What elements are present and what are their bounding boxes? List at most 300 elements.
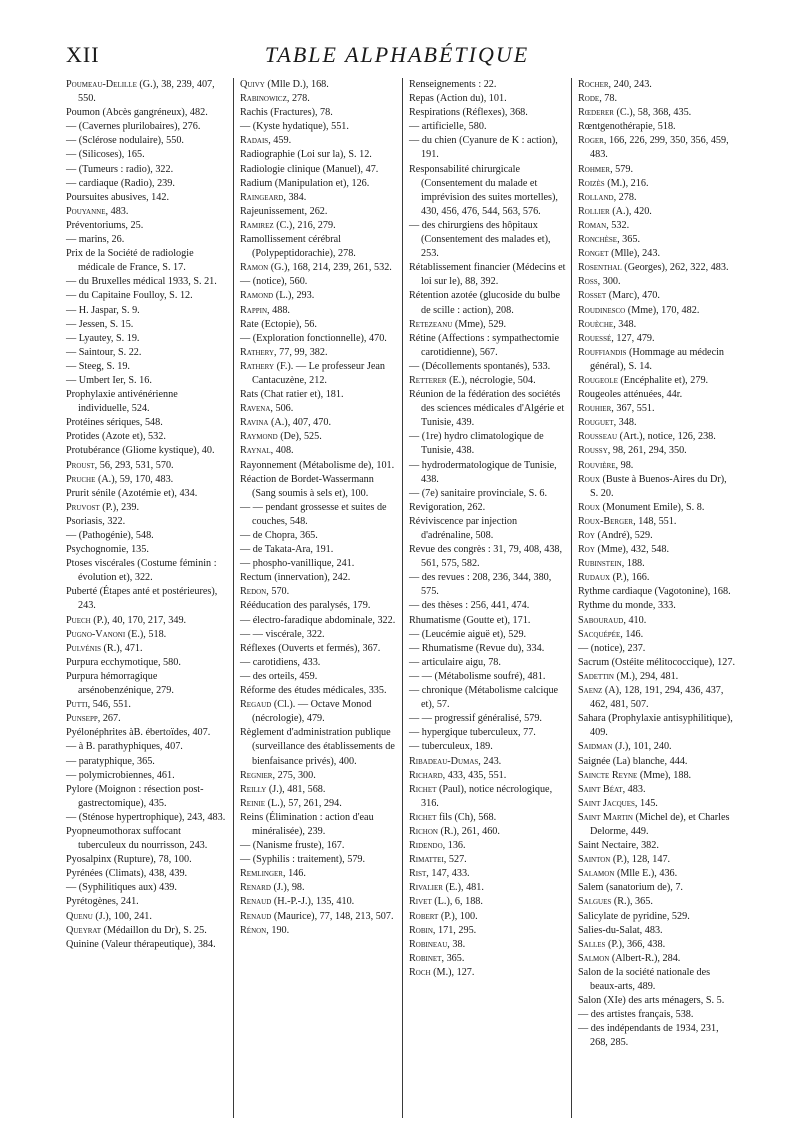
entry-text: — chronique (Métabolisme calcique et), 57. xyxy=(409,685,559,711)
index-entry xyxy=(66,233,230,247)
index-entry xyxy=(578,529,737,543)
index-entry xyxy=(578,783,737,797)
entry-text: Rétine (Affections : sympathectomie carotidienne), 567. xyxy=(409,332,560,358)
index-entry xyxy=(578,78,737,92)
entry-name: Reinie xyxy=(240,797,266,809)
index-entry xyxy=(578,811,737,839)
index-entry xyxy=(240,571,399,585)
entry-text: Rats (Chat ratier et), 181. xyxy=(240,389,344,401)
entry-text: — carotidiens, 433. xyxy=(240,656,321,668)
entry-text: — de Chopra, 365. xyxy=(240,530,318,541)
entry-text: (Paul), notice nécrologique, 316. xyxy=(421,783,553,809)
entry-text: , 408. xyxy=(270,445,294,457)
entry-text: Salon (XIe) des arts ménagers, S. 5. xyxy=(578,995,725,1007)
entry-name: Ross xyxy=(578,276,598,288)
entry-name: Pugno-Vanoni xyxy=(66,628,126,640)
index-entry xyxy=(409,769,568,783)
index-entry xyxy=(66,487,230,501)
entry-name: Salgues xyxy=(578,896,612,908)
entry-text: , 433, 435, 551. xyxy=(442,769,507,781)
index-entry xyxy=(66,529,230,543)
index-entry xyxy=(240,261,399,275)
entry-name: Robinet xyxy=(409,952,442,964)
entry-name: Renaud xyxy=(240,910,272,922)
index-entry xyxy=(578,261,737,275)
entry-name: Rohmer xyxy=(578,163,611,175)
index-entry xyxy=(578,1008,737,1022)
entry-text: (H.-P.-J.), 135, 410. xyxy=(271,896,355,908)
index-entry xyxy=(66,910,230,924)
index-entry xyxy=(240,867,399,881)
entry-text: (Maurice), 77, 148, 213, 507. xyxy=(271,910,394,922)
entry-text: (André), 529. xyxy=(594,530,653,541)
index-entry xyxy=(240,910,399,924)
entry-text: — (Syphilis : traitement), 579. xyxy=(240,854,366,866)
entry-text: , 38. xyxy=(447,938,466,950)
index-entry xyxy=(578,444,737,458)
entry-name: Roux-Berger xyxy=(578,515,634,527)
entry-text: , 188. xyxy=(621,558,645,570)
entry-text: Pyosalpinx (Rupture), 78, 100. xyxy=(66,854,192,866)
entry-name: Rabinowicz xyxy=(240,93,287,105)
entry-name: Retterer xyxy=(409,374,447,386)
index-entry xyxy=(66,867,230,881)
entry-text: — du chien (Cyanure de K : action), 191. xyxy=(409,135,558,161)
index-entry xyxy=(66,374,230,388)
entry-text: Protides (Azote et), 532. xyxy=(66,431,166,443)
entry-text: Puberté (Étapes anté et postérieures), 243. xyxy=(66,586,218,612)
entry-text: Règlement d'administration publique (surveillance des établissements de bienfaisance privés), 400. xyxy=(240,727,395,767)
index-entry xyxy=(409,740,568,754)
entry-name: Saidman xyxy=(578,741,613,753)
index-entry xyxy=(409,684,568,712)
index-entry xyxy=(578,684,737,712)
entry-text: Réviviscence par injection d'adrénaline, 508. xyxy=(409,515,518,541)
index-entry xyxy=(240,853,399,867)
entry-text: (A.), 407, 470. xyxy=(268,417,331,429)
entry-text: (Mlle E.), 436. xyxy=(614,868,678,880)
entry-name: Rudaux xyxy=(578,572,611,584)
entry-text: Protéines sériques, 548. xyxy=(66,417,163,429)
index-entry xyxy=(240,233,399,261)
index-entry xyxy=(66,628,230,642)
index-entry xyxy=(240,78,399,92)
index-entry xyxy=(578,740,737,754)
entry-name: Retezeanu xyxy=(409,318,453,330)
entry-text: — (Silicoses), 165. xyxy=(66,149,145,161)
entry-text: , 348. xyxy=(613,318,637,330)
index-entry xyxy=(66,78,230,106)
index-entry xyxy=(409,614,568,628)
index-column-4 xyxy=(571,78,740,1118)
entry-name: Rolland xyxy=(578,191,614,203)
index-entry xyxy=(66,614,230,628)
entry-name: Rouffiandis xyxy=(578,346,627,358)
entry-name: Rivet xyxy=(409,896,432,908)
index-entry xyxy=(66,430,230,444)
index-entry xyxy=(409,332,568,360)
index-entry xyxy=(409,811,568,825)
index-entry xyxy=(240,148,399,162)
index-entry xyxy=(578,853,737,867)
entry-text: , 532. xyxy=(606,219,630,231)
entry-text: , 127, 479. xyxy=(611,332,655,344)
index-entry xyxy=(240,289,399,303)
entry-text: — marins, 26. xyxy=(66,234,125,246)
index-entry xyxy=(578,134,737,162)
entry-name: Rouessé xyxy=(578,332,612,344)
entry-text: , 267. xyxy=(97,713,121,725)
index-entry xyxy=(66,811,230,825)
index-entry xyxy=(409,938,568,952)
entry-name: Raynal xyxy=(240,445,271,457)
index-entry xyxy=(66,416,230,430)
entry-name: Rubinstein xyxy=(578,558,622,570)
index-entry xyxy=(409,952,568,966)
entry-text: — paratyphique, 365. xyxy=(66,755,155,767)
index-entry xyxy=(409,78,568,92)
entry-name: Roy xyxy=(578,530,595,541)
index-entry xyxy=(409,825,568,839)
index-entry xyxy=(240,811,399,839)
index-entry xyxy=(409,515,568,543)
entry-name: Raingeard xyxy=(240,191,284,203)
entry-text: Sacrum (Ostéite mélitococcique), 127. xyxy=(578,656,736,668)
entry-text: (De), 525. xyxy=(277,431,322,443)
entry-text: (M.), 127. xyxy=(430,966,475,978)
entry-name: Reilly xyxy=(240,783,267,795)
index-entry xyxy=(66,444,230,458)
entry-name: Richet xyxy=(409,783,437,795)
entry-name: Roch xyxy=(409,966,431,978)
entry-name: Pruvost xyxy=(66,501,100,513)
entry-text: Renseignements : 22. xyxy=(409,79,497,90)
entry-text: — des chirurgiens des hôpitaux (Consentement des malades et), 253. xyxy=(409,219,551,260)
entry-text: Protubérance (Gliome kystique), 40. xyxy=(66,445,215,457)
page-number: XII xyxy=(66,42,100,67)
index-entry xyxy=(409,543,568,571)
index-entry xyxy=(66,783,230,811)
entry-text: (M.), 294, 481. xyxy=(614,670,679,682)
page-header xyxy=(66,42,728,72)
index-entry xyxy=(409,374,568,388)
index-entry xyxy=(578,275,737,289)
entry-name: Puech xyxy=(66,614,91,626)
index-entry xyxy=(409,318,568,332)
entry-text: (E.), 481. xyxy=(442,882,484,894)
entry-text: Prix de la Société de radiologie médicale de France, S. 17. xyxy=(66,248,194,274)
index-entry xyxy=(240,924,399,938)
index-entry xyxy=(578,881,737,895)
entry-text: , 384. xyxy=(283,191,307,203)
entry-name: Rosenthal xyxy=(578,262,622,274)
entry-text: Psoriasis, 322. xyxy=(66,515,126,527)
index-entry xyxy=(66,304,230,318)
entry-text: (F.). — Le professeur Jean Cantacuzène, 212. xyxy=(252,360,385,386)
index-entry xyxy=(578,994,737,1008)
entry-text: Rachis (Fractures), 78. xyxy=(240,107,333,119)
entry-text: Salies-du-Salat, 483. xyxy=(578,924,663,936)
entry-text: (G.), 38, 239, 407, 550. xyxy=(78,79,215,105)
index-entry xyxy=(66,388,230,416)
entry-text: , 278. xyxy=(613,191,637,203)
entry-text: Respirations (Réflexes), 368. xyxy=(409,107,528,119)
index-entry xyxy=(578,755,737,769)
entry-text: — des orteils, 459. xyxy=(240,670,318,682)
entry-text: (Buste à Buenos-Aires du Dr), S. 20. xyxy=(590,473,727,499)
entry-text: — Umbert Ier, S. 16. xyxy=(66,374,152,386)
entry-name: Robin xyxy=(409,924,433,936)
index-entry xyxy=(240,205,399,219)
entry-text: , 483. xyxy=(622,783,646,795)
index-entry xyxy=(66,318,230,332)
index-entry xyxy=(578,614,737,628)
entry-text: , 300. xyxy=(597,276,621,288)
index-entry xyxy=(578,571,737,585)
index-column-1 xyxy=(64,78,233,1118)
entry-name: Queyrat xyxy=(66,924,101,936)
entry-text: — — pendant grossesse et suites de couches, 548. xyxy=(240,501,387,527)
index-entry xyxy=(409,571,568,599)
entry-text: (C.), 216, 279. xyxy=(273,219,336,231)
entry-text: , 410. xyxy=(623,614,647,626)
entry-name: Salamon xyxy=(578,868,615,880)
entry-name: Salmon xyxy=(578,952,610,964)
entry-name: Saenz xyxy=(578,685,603,697)
entry-name: Poumeau-Delille xyxy=(66,79,137,90)
index-entry xyxy=(240,346,399,360)
index-entry xyxy=(66,473,230,487)
index-entry xyxy=(578,304,737,318)
entry-text: — hypergique tuberculeux, 77. xyxy=(409,727,536,739)
entry-text: (Mlle), 243. xyxy=(608,248,661,260)
index-entry xyxy=(578,628,737,642)
entry-name: Ravena xyxy=(240,403,271,415)
index-entry xyxy=(578,839,737,853)
entry-text: (P.), 166. xyxy=(610,572,650,584)
index-entry xyxy=(409,134,568,162)
entry-name: Regaud xyxy=(240,699,272,711)
entry-text: Ptoses viscérales (Costume féminin : évolution et), 322. xyxy=(66,558,217,584)
entry-name: Roussy xyxy=(578,445,608,457)
entry-text: (Hommage au médecin général), S. 14. xyxy=(590,346,725,372)
entry-text: , 166, 226, 299, 350, 356, 459, 483. xyxy=(590,135,729,161)
entry-text: Réflexes (Ouverts et fermés), 367. xyxy=(240,642,381,654)
entry-text: , 77, 99, 382. xyxy=(274,346,328,358)
entry-text: , 506. xyxy=(270,403,294,415)
entry-name: Raymond xyxy=(240,431,278,443)
index-column-3 xyxy=(402,78,571,1118)
entry-text: Rétention azotée (glucoside du bulbe de scille : action), 208. xyxy=(409,290,561,316)
entry-text: Rhumatisme (Goutte et), 171. xyxy=(409,614,531,626)
entry-text: (Michel de), et Charles Delorme, 449. xyxy=(590,811,730,837)
entry-name: Rathery xyxy=(240,346,275,358)
entry-name: Roux xyxy=(578,501,600,513)
index-entry xyxy=(240,163,399,177)
index-entry xyxy=(66,557,230,585)
entry-text: Purpura hémorragique arsénobenzénique, 279. xyxy=(66,670,174,697)
index-entry xyxy=(240,459,399,473)
index-entry xyxy=(240,360,399,388)
index-entry xyxy=(578,473,737,501)
entry-name: Roy xyxy=(578,544,595,556)
entry-text: , 190. xyxy=(266,924,290,936)
entry-name: Rouguet xyxy=(578,417,614,429)
entry-text: Reins (Élimination : action d'eau minéralisée), 239. xyxy=(240,811,374,837)
index-entry xyxy=(240,191,399,205)
index-entry xyxy=(578,938,737,952)
entry-name: Roudinesco xyxy=(578,304,626,316)
index-column-2 xyxy=(233,78,402,1118)
entry-name: Rouvière xyxy=(578,459,616,471)
entry-text: , 570. xyxy=(266,586,290,598)
index-entry xyxy=(409,924,568,938)
index-entry xyxy=(578,1022,737,1050)
entry-name: Pulvénis xyxy=(66,642,101,654)
entry-name: Punsepp xyxy=(66,713,98,725)
entry-text: (P.), 40, 170, 217, 349. xyxy=(90,614,187,626)
index-entry xyxy=(409,910,568,924)
entry-text: — (Décollements spontanés), 533. xyxy=(409,360,551,372)
index-entry xyxy=(578,642,737,656)
entry-text: (C.), 58, 368, 435. xyxy=(613,107,692,119)
index-entry xyxy=(66,670,230,698)
index-entry xyxy=(240,134,399,148)
entry-name: Salles xyxy=(578,938,606,950)
index-entry xyxy=(578,557,737,571)
index-entry xyxy=(66,895,230,909)
index-entry xyxy=(578,712,737,740)
entry-name: Ridendo xyxy=(409,840,443,852)
entry-text: Réaction de Bordet-Wassermann (Sang soumis à sels et), 100. xyxy=(240,473,374,499)
index-entry xyxy=(66,346,230,360)
index-entry xyxy=(578,219,737,233)
index-entry xyxy=(409,459,568,487)
entry-text: (Mlle D.), 168. xyxy=(264,79,329,90)
index-entry xyxy=(66,740,230,754)
index-entry xyxy=(240,473,399,501)
index-entry xyxy=(578,416,737,430)
entry-text: Pyélonéphrites àB. ébertoïdes, 407. xyxy=(66,727,211,739)
entry-text: — des artistes français, 538. xyxy=(578,1009,694,1021)
index-entry xyxy=(240,698,399,726)
entry-text: , 546, 551. xyxy=(87,699,131,711)
entry-name: Saint Martin xyxy=(578,811,633,823)
entry-text: , 365. xyxy=(617,234,640,246)
index-entry xyxy=(66,712,230,726)
entry-text: — à B. parathyphiques, 407. xyxy=(66,741,183,753)
entry-name: Pouyanne xyxy=(66,205,106,217)
entry-text: Préventoriums, 25. xyxy=(66,219,144,231)
index-entry xyxy=(240,670,399,684)
index-entry xyxy=(240,557,399,571)
index-entry xyxy=(66,726,230,740)
index-entry xyxy=(66,698,230,712)
index-entry xyxy=(409,642,568,656)
entry-name: Radais xyxy=(240,135,269,147)
entry-text: (P.), 100. xyxy=(438,910,478,922)
index-entry xyxy=(66,191,230,205)
entry-text: Repas (Action du), 101. xyxy=(409,93,507,105)
index-entry xyxy=(240,106,399,120)
entry-text: — (Sténose hypertrophique), 243, 483. xyxy=(66,811,226,823)
entry-text: Salem (sanatorium de), 7. xyxy=(578,882,683,894)
entry-text: — hydrodermatologique de Tunisie, 438. xyxy=(409,459,557,485)
entry-text: (L.), 6, 188. xyxy=(431,896,483,908)
index-entry xyxy=(578,346,737,374)
entry-text: (Monument Emile), S. 8. xyxy=(599,501,705,513)
index-entry xyxy=(240,726,399,768)
entry-text: (J.), 481, 568. xyxy=(266,783,326,795)
entry-text: , 146. xyxy=(620,628,644,640)
index-entry xyxy=(578,163,737,177)
entry-name: Roman xyxy=(578,219,607,231)
index-entry xyxy=(66,163,230,177)
entry-text: (Mme), 188. xyxy=(637,769,692,781)
index-columns xyxy=(64,78,740,1118)
index-entry xyxy=(578,599,737,613)
index-entry xyxy=(578,402,737,416)
entry-name: Quivy xyxy=(240,79,265,90)
entry-text: , 579. xyxy=(610,163,633,175)
entry-text: , 275, 300. xyxy=(272,769,316,781)
index-entry xyxy=(66,459,230,473)
index-entry xyxy=(409,92,568,106)
index-entry xyxy=(578,92,737,106)
entry-text: Responsabilité chirurgicale (Consentement du malade et imprévision des suites mortelles), 430, 456, 476, 544, 563, 576. xyxy=(409,163,558,217)
entry-text: Poumon (Abcès gangréneux), 482. xyxy=(66,107,208,119)
entry-text: , 459. xyxy=(268,135,292,147)
entry-text: Poursuites abusives, 142. xyxy=(66,191,170,203)
index-entry xyxy=(578,895,737,909)
index-entry xyxy=(240,332,399,346)
entry-name: Rappin xyxy=(240,304,268,316)
entry-text: Rétablissement financier (Médecins et loi sur le), 88, 392. xyxy=(409,262,566,288)
entry-text: (R.), 471. xyxy=(100,642,143,654)
entry-name: Sabouraud xyxy=(578,614,624,626)
index-entry xyxy=(578,289,737,303)
index-entry xyxy=(578,374,737,388)
entry-name: Quenu xyxy=(66,910,93,922)
entry-name: Ramirez xyxy=(240,219,274,231)
index-entry xyxy=(66,177,230,191)
entry-text: — (Tumeurs : radio), 322. xyxy=(66,163,174,175)
index-entry xyxy=(240,444,399,458)
index-entry xyxy=(240,881,399,895)
entry-text: (Mme), 529. xyxy=(452,318,507,330)
entry-text: — — progressif généralisé, 579. xyxy=(409,713,542,725)
entry-text: Réforme des études médicales, 335. xyxy=(240,685,387,697)
entry-text: — des thèses : 256, 441, 474. xyxy=(409,600,530,612)
index-entry xyxy=(66,275,230,289)
index-entry xyxy=(240,543,399,557)
index-entry xyxy=(409,487,568,501)
entry-name: Regnier xyxy=(240,769,273,781)
entry-name: Roux xyxy=(578,473,600,485)
entry-name: Rathery xyxy=(240,360,275,372)
index-entry xyxy=(409,219,568,261)
index-entry xyxy=(240,614,399,628)
index-entry xyxy=(66,585,230,613)
entry-name: Putti xyxy=(66,699,88,711)
index-entry xyxy=(578,952,737,966)
entry-text: (Médaillon du Dr), S. 25. xyxy=(100,924,207,936)
index-entry xyxy=(409,712,568,726)
entry-text: — articulaire aigu, 78. xyxy=(409,656,501,668)
index-entry xyxy=(578,332,737,346)
entry-text: , 243. xyxy=(478,755,502,767)
index-entry xyxy=(66,755,230,769)
